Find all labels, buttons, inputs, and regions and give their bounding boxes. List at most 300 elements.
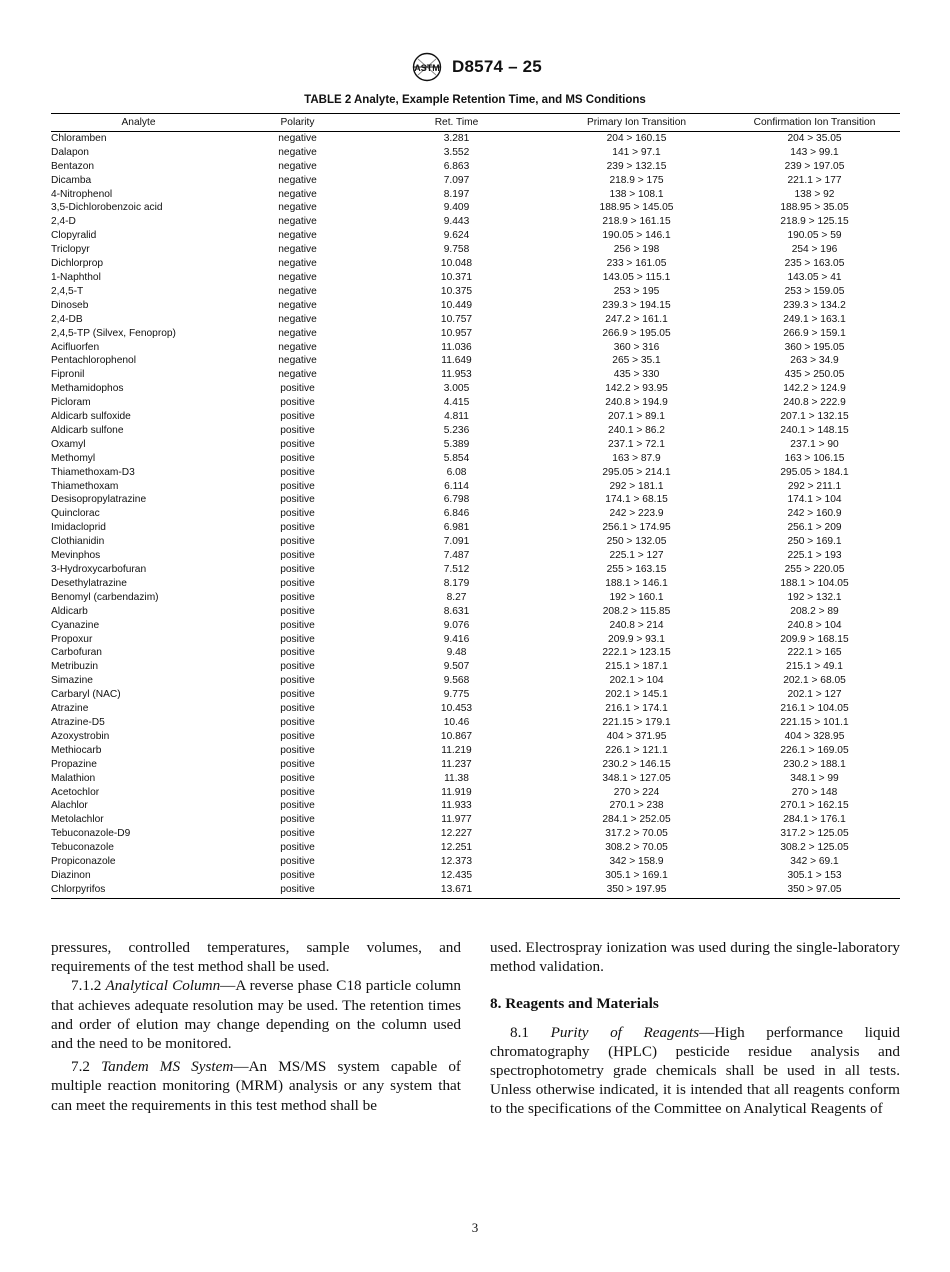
table-cell: 253 > 159.05 (784, 285, 845, 297)
table-cell: 284.1 > 176.1 (783, 814, 846, 826)
table-cell: Dicamba (51, 174, 92, 186)
table-cell: Atrazine-D5 (51, 716, 105, 728)
table-cell: 226.1 > 121.1 (605, 744, 668, 756)
table-cell: 6.863 (443, 160, 470, 172)
table-cell: Propazine (51, 758, 97, 770)
table-cell: Pentachlorophenol (51, 355, 136, 367)
table-cell: Carbofuran (51, 647, 102, 659)
table-cell: 6.114 (444, 480, 469, 492)
table-cell: 12.227 (440, 828, 473, 840)
table-cell: positive (280, 508, 315, 520)
table-cell: negative (278, 341, 317, 353)
table-row (51, 563, 900, 577)
table-cell: 404 > 328.95 (784, 730, 845, 742)
table-cell: positive (280, 633, 315, 645)
table-row (51, 452, 900, 466)
table-cell: 12.251 (440, 842, 473, 854)
table-row (51, 396, 900, 410)
table-row (51, 758, 900, 772)
table-cell: Bentazon (51, 160, 95, 172)
table-cell: 7.512 (443, 564, 470, 575)
logo-text: ASTM (414, 63, 440, 73)
table-cell: positive (280, 564, 315, 575)
table-cell: Tebuconazole-D9 (51, 828, 131, 840)
table-row (51, 410, 900, 424)
table-row (51, 786, 900, 800)
table-cell: 192 > 160.1 (609, 591, 664, 603)
table-cell: Azoxystrobin (51, 730, 110, 742)
table-cell: 142.2 > 124.9 (783, 383, 846, 395)
table-cell: positive (280, 869, 315, 881)
table-cell: 209.9 > 93.1 (608, 633, 665, 645)
table-cell: 4.415 (443, 397, 470, 409)
table-cell: 2,4,5-TP (Silvex, Fenoprop) (51, 327, 176, 339)
table-row (51, 493, 900, 507)
table-row (51, 716, 900, 730)
table-row (51, 354, 900, 368)
paragraph: used. Electrospray ionization was used during the single-laboratory method validation. (490, 939, 900, 976)
table-cell: 233 > 161.05 (606, 258, 667, 270)
table-cell: 4-Nitrophenol (51, 188, 113, 200)
table-cell: 215.1 > 187.1 (605, 661, 668, 673)
table-cell: 292 > 211.1 (787, 480, 842, 492)
table-cell: 7.091 (443, 536, 470, 548)
table-cell: 284.1 > 252.05 (602, 814, 671, 826)
table-cell: 360 > 316 (613, 341, 660, 353)
table-cell: negative (278, 327, 317, 339)
table-cell: Acetochlor (51, 786, 100, 798)
table-cell: Chloramben (51, 132, 107, 144)
table-cell: Dinoseb (51, 299, 89, 311)
table-cell: 216.1 > 174.1 (605, 703, 668, 715)
table-row (51, 591, 900, 605)
table-cell: Malathion (51, 772, 96, 784)
table-row (51, 619, 900, 633)
table-cell: 8.179 (443, 577, 470, 589)
table-row (51, 813, 900, 827)
table-cell: 1-Naphthol (51, 271, 101, 283)
table-row (51, 660, 900, 674)
table-cell: 11.933 (441, 800, 472, 812)
table-row (51, 188, 900, 202)
table-cell: 239.3 > 134.2 (783, 299, 846, 311)
table-cell: 221.15 > 179.1 (602, 716, 671, 728)
table-row (51, 480, 900, 494)
table-cell: 9.443 (443, 216, 470, 228)
table-cell: Methamidophos (51, 383, 124, 395)
table-cell: 360 > 195.05 (784, 341, 845, 353)
table-row (51, 299, 900, 313)
table-cell: positive (280, 424, 315, 436)
table-cell: Simazine (51, 675, 93, 687)
table-row (51, 341, 900, 355)
table-cell: 192 > 132.1 (787, 591, 842, 603)
table-cell: 11.237 (441, 758, 472, 770)
table-cell: Methiocarb (51, 744, 102, 756)
table-cell: negative (278, 202, 317, 214)
table-row (51, 772, 900, 786)
table-cell: 256.1 > 209 (787, 522, 842, 534)
table-cell: positive (280, 772, 315, 784)
table-cell: Propoxur (51, 633, 93, 645)
table-cell: 222.1 > 123.15 (602, 647, 671, 659)
table-cell: 204 > 35.05 (787, 132, 842, 144)
table-cell: 235 > 163.05 (784, 258, 845, 270)
table-cell: 240.1 > 86.2 (608, 424, 665, 436)
table-cell: 6.981 (443, 522, 470, 534)
table-cell: Triclopyr (51, 244, 90, 256)
table-cell: Clopyralid (51, 230, 97, 242)
page-header (0, 52, 950, 86)
table-cell: 202.1 > 127 (787, 689, 842, 701)
table-row (51, 549, 900, 563)
table-cell: 142.2 > 93.95 (605, 383, 668, 395)
table-row (51, 285, 900, 299)
table-title: TABLE 2 Analyte, Example Retention Time, and MS Conditions (304, 94, 646, 106)
table-cell: Picloram (51, 397, 91, 409)
table-cell: 292 > 181.1 (609, 480, 664, 492)
table-row (51, 215, 900, 229)
table-cell: 11.977 (441, 814, 472, 826)
section-number: 7.2 (71, 1058, 90, 1076)
column-header: Analyte (51, 114, 226, 132)
table-cell: 143.05 > 41 (787, 271, 842, 283)
table-cell: Thiamethoxam-D3 (51, 466, 135, 478)
table-cell: 10.449 (440, 299, 473, 311)
table-cell: 5.854 (443, 452, 470, 464)
table-row (51, 841, 900, 855)
table-header-row (51, 114, 900, 132)
table-cell: 256.1 > 174.95 (602, 522, 671, 534)
table-cell: Cyanazine (51, 619, 100, 631)
table-cell: positive (226, 883, 369, 898)
table-cell: 239.3 > 194.15 (602, 299, 671, 311)
table-row (51, 466, 900, 480)
table-cell: 8.197 (443, 188, 470, 200)
table-cell: Mevinphos (51, 550, 101, 562)
table-cell: 242 > 223.9 (609, 508, 664, 520)
table-row (51, 382, 900, 396)
table-cell: 202.1 > 104 (609, 675, 664, 687)
table-cell: 254 > 196 (791, 244, 838, 256)
table-cell: 265 > 35.1 (612, 355, 661, 367)
table-cell: 202.1 > 145.1 (605, 689, 668, 701)
table-cell: negative (278, 160, 317, 172)
table-cell: 255 > 163.15 (606, 564, 667, 575)
table-cell: 2,4-DB (51, 313, 83, 325)
table-cell: 270 > 224 (613, 786, 660, 798)
paragraph-7-1-2 (51, 976, 461, 1053)
table-cell: negative (278, 313, 317, 325)
table-cell: 249.1 > 163.1 (783, 313, 846, 325)
paragraph: pressures, controlled temperatures, sample volumes, and requirements of the test method shall be used. (51, 939, 461, 976)
table-cell: negative (278, 271, 317, 283)
table-row (51, 646, 900, 660)
table-cell: 3.005 (443, 383, 470, 395)
paragraph-7-2 (51, 1057, 461, 1115)
table-cell: 10.371 (440, 271, 473, 283)
table-cell: 138 > 108.1 (609, 188, 664, 200)
table-cell: 141 > 97.1 (612, 146, 661, 158)
table-cell: Alachlor (51, 800, 88, 812)
table-cell: 6.846 (443, 508, 470, 520)
table-cell: 138 > 92 (794, 188, 835, 200)
table-cell: Diazinon (51, 869, 91, 881)
table-cell: 225.1 > 127 (609, 550, 664, 562)
table-row (51, 605, 900, 619)
table-cell: 9.416 (443, 633, 470, 645)
table-cell: 266.9 > 159.1 (783, 327, 846, 339)
table-cell: 8.27 (446, 591, 467, 603)
table-cell: 10.957 (440, 327, 473, 339)
table-cell: positive (280, 577, 315, 589)
table-cell: positive (280, 452, 315, 464)
table-cell: negative (278, 216, 317, 228)
table-cell: 270.1 > 162.15 (780, 800, 849, 812)
table-row (51, 869, 900, 883)
table-cell: 188.1 > 104.05 (780, 577, 849, 589)
table-cell: 163 > 106.15 (784, 452, 845, 464)
table-row (51, 313, 900, 327)
table-cell: 2,4,5-T (51, 285, 84, 297)
table-cell: 2,4-D (51, 216, 76, 228)
table-cell: positive (280, 438, 315, 450)
table-cell: 266.9 > 195.05 (602, 327, 671, 339)
table-cell: 202.1 > 68.05 (783, 675, 846, 687)
table-cell: negative (278, 146, 317, 158)
table-cell: 11.219 (441, 744, 472, 756)
table-cell: 208.2 > 115.85 (602, 605, 671, 617)
table-row (51, 702, 900, 716)
column-header: Polarity (226, 114, 369, 132)
table-cell: 225.1 > 193 (787, 550, 842, 562)
table-cell: 247.2 > 161.1 (605, 313, 668, 325)
table-cell: Aldicarb (51, 605, 88, 617)
table-row (51, 633, 900, 647)
table-cell: 174.1 > 104 (787, 494, 842, 506)
table-cell: 10.453 (440, 703, 473, 715)
table-cell: Clothianidin (51, 536, 105, 548)
document-designation: D8574 – 25 (452, 57, 542, 76)
section-title: Purity of Reagents (550, 1023, 700, 1041)
table-cell: positive (280, 619, 315, 631)
table-cell: Metolachlor (51, 814, 104, 826)
table-cell: 350 > 97.05 (729, 883, 900, 898)
table-row (51, 577, 900, 591)
table-cell: 270 > 148 (791, 786, 838, 798)
table-cell: 256 > 198 (613, 244, 660, 256)
table-cell: 317.2 > 70.05 (605, 828, 668, 840)
table-row (51, 674, 900, 688)
table-cell: Thiamethoxam (51, 480, 119, 492)
table-cell: Carbaryl (NAC) (51, 689, 121, 701)
table-cell: 188.95 > 35.05 (780, 202, 849, 214)
table-cell: 221.15 > 101.1 (780, 716, 849, 728)
table-cell: positive (280, 411, 315, 423)
table-cell: 5.236 (443, 424, 470, 436)
table-row (51, 257, 900, 271)
table-row (51, 827, 900, 841)
table-cell: positive (280, 814, 315, 826)
table-cell: Atrazine (51, 703, 89, 715)
section-title: Tandem MS System (101, 1058, 234, 1076)
table-cell: 342 > 69.1 (790, 856, 839, 868)
table-cell: 8.631 (443, 605, 470, 617)
right-text-column (490, 938, 900, 1119)
table-row (51, 521, 900, 535)
table-cell: 348.1 > 99 (790, 772, 839, 784)
table-cell: Dalapon (51, 146, 89, 158)
table-cell: Fipronil (51, 369, 85, 381)
table-row (51, 744, 900, 758)
table-cell: negative (278, 188, 317, 200)
table-cell: 10.867 (440, 730, 473, 742)
table-cell: positive (280, 522, 315, 534)
table-cell: positive (280, 758, 315, 770)
table-cell: 10.757 (440, 313, 473, 325)
paragraph-text: —An MS/MS system capable of multiple reaction monitoring (MRM) analysis or any system that can meet the requirements in this test method shall be (51, 1058, 461, 1114)
table-cell: positive (280, 856, 315, 868)
table-cell: 218.9 > 125.15 (780, 216, 849, 228)
table-row (51, 535, 900, 549)
table-cell: 9.507 (443, 661, 470, 673)
table-cell: 305.1 > 169.1 (605, 869, 668, 881)
table-row (51, 160, 900, 174)
table-cell: 7.487 (443, 550, 470, 562)
section-title: Analytical Column (105, 977, 221, 995)
table-cell: negative (278, 285, 317, 297)
table-cell: 308.2 > 125.05 (780, 842, 849, 854)
table-cell: 6.798 (443, 494, 470, 506)
table-cell: 348.1 > 127.05 (602, 772, 671, 784)
table-cell: 13.671 (369, 883, 544, 898)
table-cell: positive (280, 828, 315, 840)
table-cell: 11.649 (441, 355, 472, 367)
table-cell: 270.1 > 238 (609, 800, 664, 812)
table-cell: 10.375 (440, 285, 473, 297)
table-cell: 9.758 (443, 244, 470, 256)
section-number: 8.1 (510, 1023, 529, 1041)
table-cell: positive (280, 675, 315, 687)
table-cell: 3,5-Dichlorobenzoic acid (51, 202, 163, 214)
table-cell: 215.1 > 49.1 (786, 661, 843, 673)
table-cell: 7.097 (443, 174, 470, 186)
table-row (51, 243, 900, 257)
table-cell: 350 > 197.95 (544, 883, 729, 898)
table-cell: 404 > 371.95 (606, 730, 667, 742)
table-cell: positive (280, 480, 315, 492)
table-cell: positive (280, 605, 315, 617)
analyte-table (51, 113, 900, 899)
table-cell: 11.919 (441, 786, 472, 798)
table-cell: 240.1 > 148.15 (780, 424, 849, 436)
column-header: Ret. Time (369, 114, 544, 132)
table-row (51, 368, 900, 382)
table-row (51, 855, 900, 869)
table-cell: 230.2 > 146.15 (602, 758, 671, 770)
table-cell: negative (278, 174, 317, 186)
table-cell: 9.568 (443, 675, 470, 687)
table-cell: 11.38 (444, 772, 469, 784)
left-text-column (51, 938, 461, 1115)
table-cell: 317.2 > 125.05 (780, 828, 849, 840)
table-cell: Benomyl (carbendazim) (51, 591, 159, 603)
astm-logo-icon (408, 52, 446, 82)
table-cell: positive (280, 466, 315, 478)
table-cell: 3.552 (443, 146, 470, 158)
table-cell: 5.389 (443, 438, 470, 450)
table-cell: 190.05 > 59 (787, 230, 842, 242)
table-cell: 6.08 (446, 466, 467, 478)
table-cell: negative (278, 230, 317, 242)
table-cell: Desethylatrazine (51, 577, 127, 589)
table-cell: 239 > 132.15 (606, 160, 667, 172)
page-number: 3 (471, 1220, 479, 1235)
section-heading: 8. Reagents and Materials (490, 995, 659, 1013)
table-cell: 216.1 > 104.05 (780, 703, 849, 715)
table-cell: Quinclorac (51, 508, 100, 520)
table-cell: 237.1 > 90 (790, 438, 839, 450)
table-cell: 143.05 > 115.1 (602, 271, 671, 283)
table-cell: 207.1 > 132.15 (780, 411, 849, 423)
table-cell: positive (280, 800, 315, 812)
table-cell: 174.1 > 68.15 (605, 494, 668, 506)
table-cell: 9.775 (443, 689, 470, 701)
table-cell: negative (278, 369, 317, 381)
table-cell: Oxamyl (51, 438, 86, 450)
table-cell: 4.811 (444, 411, 469, 423)
table-cell: 250 > 132.05 (606, 536, 667, 548)
table-cell: positive (280, 842, 315, 854)
table-row (51, 730, 900, 744)
table-cell: Imidacloprid (51, 522, 106, 534)
table-cell: 12.435 (440, 869, 473, 881)
table-cell: positive (280, 661, 315, 673)
table-cell: 163 > 87.9 (612, 452, 661, 464)
table-cell: positive (280, 647, 315, 659)
paragraph-text: —A reverse phase C18 particle column that achieves adequate resolution may be used. The retention times and order of elution may change depending on the column used and the need to be monitored. (51, 977, 461, 1053)
paragraph-8-1 (490, 1023, 900, 1119)
table-cell: 230.2 > 188.1 (783, 758, 846, 770)
table-cell: Metribuzin (51, 661, 98, 673)
table-cell: 207.1 > 89.1 (608, 411, 665, 423)
table-cell: 342 > 158.9 (609, 856, 664, 868)
table-cell: 3-Hydroxycarbofuran (51, 564, 147, 575)
table-cell: negative (278, 299, 317, 311)
table-cell: Methomyl (51, 452, 96, 464)
table-cell: positive (280, 689, 315, 701)
table-cell: negative (278, 244, 317, 256)
table-row (51, 507, 900, 521)
table-cell: 435 > 250.05 (784, 369, 845, 381)
table-row (51, 438, 900, 452)
table-cell: 12.373 (440, 856, 473, 868)
table-cell: 209.9 > 168.15 (780, 633, 849, 645)
table-cell: positive (280, 744, 315, 756)
table-row (51, 424, 900, 438)
table-cell: negative (278, 132, 317, 144)
table-cell: 221.1 > 177 (787, 174, 842, 186)
table-cell: 237.1 > 72.1 (608, 438, 665, 450)
table-cell: 9.409 (443, 202, 470, 214)
table-cell: Dichlorprop (51, 258, 104, 270)
column-header: Primary Ion Transition (544, 114, 729, 132)
table-cell: 295.05 > 184.1 (780, 466, 849, 478)
table-cell: positive (280, 550, 315, 562)
table-cell: Acifluorfen (51, 341, 100, 353)
table-cell: 240.8 > 104 (787, 619, 842, 631)
table-row (51, 271, 900, 285)
